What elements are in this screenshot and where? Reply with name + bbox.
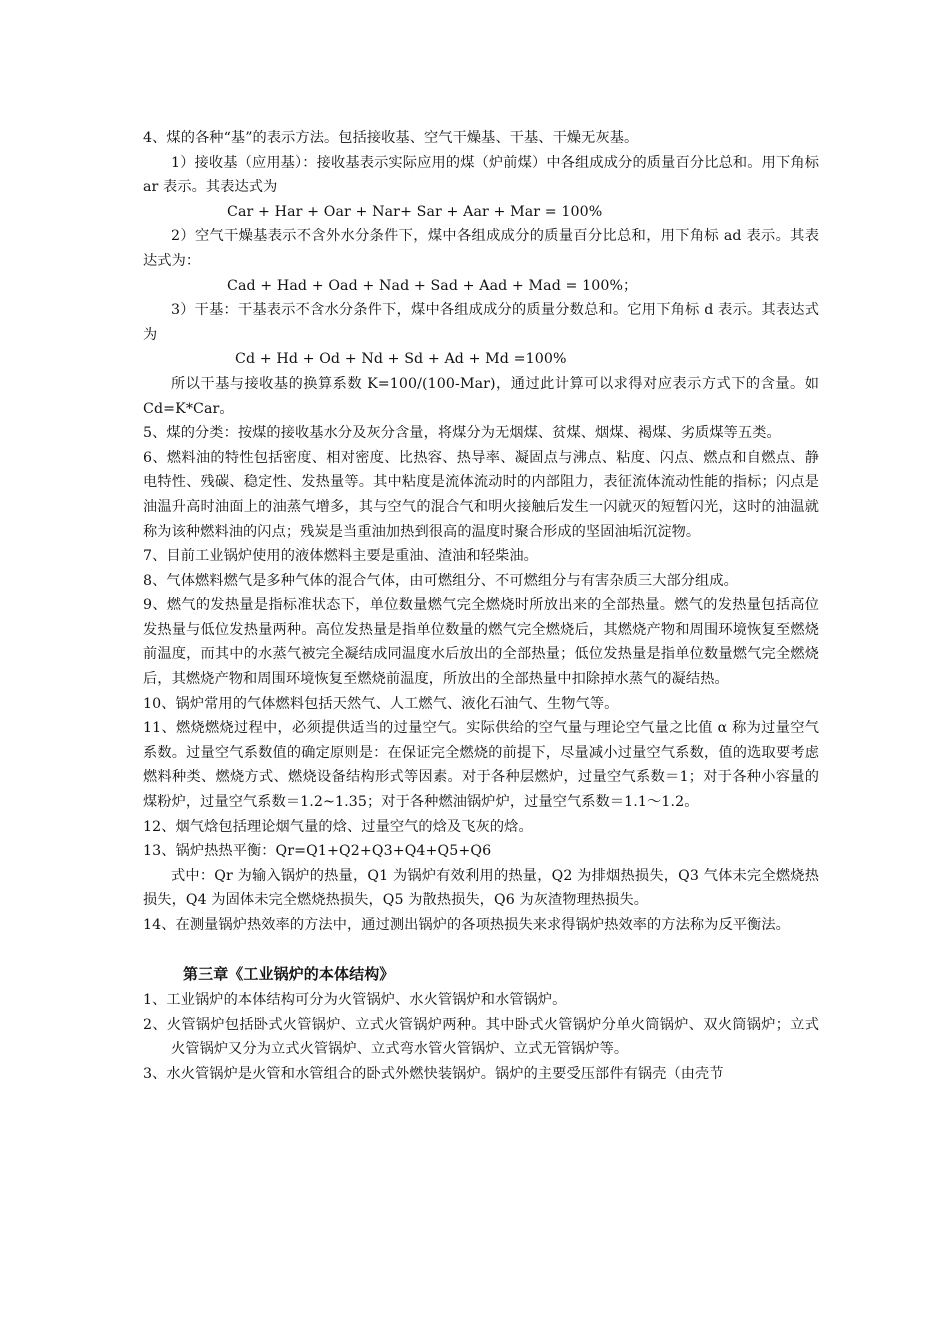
formula-ar: Car + Har + Oar + Nar+ Sar + Aar + Mar = 100% — [227, 203, 603, 220]
paragraph-10: 10、锅炉常用的气体燃料包括天然气、人工燃气、液化石油气、生物气等。 — [143, 695, 619, 712]
paragraph-9: 9、燃气的发热量是指标准状态下，单位数量燃气完全燃烧时所放出来的全部热量。燃气的发热量包括高位发热量与低位发热量两种。高位发热量是指单位数量的燃气完全燃烧后，其燃烧产物和周围环境恢复至燃烧前温度，而其中的水蒸气被完全凝结成同温度水后放出的全部热量；低位发热量是指单位数量燃气完全燃烧后，其燃烧产物和周围环境恢复至燃烧前温度，所放出的全部热量中扣除掉水蒸气的凝结热。 — [143, 597, 819, 688]
paragraph-7: 7、目前工业锅炉使用的液体燃料主要是重油、渣油和轻柴油。 — [143, 548, 538, 565]
paragraph-13-1: 式中：Qr 为输入锅炉的热量，Q1 为锅炉有效利用的热量，Q2 为排烟热损失，Q3 气体未完全燃烧热损失，Q4 为固体未完全燃烧热损失，Q5 为散热损失，Q6 为灰渣物理热损失。 — [143, 867, 819, 909]
paragraph-14: 14、在测量锅炉热效率的方法中，通过测出锅炉的各项热损失来求得锅炉热效率的方法称为反平衡法。 — [143, 917, 790, 933]
formula-ad: Cad + Had + Oad + Nad + Sad + Aad + Mad = 100%； — [227, 277, 638, 294]
chapter-item-1: 1、工业锅炉的本体结构可分为火管锅炉、水火管锅炉和水管锅炉。 — [143, 992, 567, 1009]
paragraph-5: 5、煤的分类：按煤的接收基水分及灰分含量，将煤分为无烟煤、贫煤、烟煤、褐煤、劣质煤等五类。 — [143, 425, 781, 442]
document-body — [143, 126, 819, 1087]
paragraph-4-3: 3）干基：干基表示不含水分条件下，煤中各组成成分的质量分数总和。它用下角标 d 表示。其表达式为 — [143, 302, 819, 343]
chapter-item-3: 3、水火管锅炉是火管和水管组合的卧式外燃快装锅炉。锅炉的主要受压部件有锅壳（由壳节 — [143, 1065, 724, 1082]
paragraph-12: 12、烟气焓包括理论烟气量的焓、过量空气的焓及飞灰的焓。 — [143, 818, 533, 835]
paragraph-11: 11、燃烧燃烧过程中，必须提供适当的过量空气。实际供给的空气量与理论空气量之比值 α 称为过量空气系数。过量空气系数值的确定原则是：在保证完全燃烧的前提下，尽量减小过量空气系数，值的选取要考虑燃料种类、燃烧方式、燃烧设备结构形式等因素。对于各种层燃炉，过量空气系数＝1；对于各种小容量的煤粉炉，过量空气系数＝1.2~1.35；对于各种燃油锅炉炉，过量空气系数＝1.1～1.2。 — [143, 720, 819, 811]
paragraph-8: 8、气体燃料燃气是多种气体的混合气体，由可燃组分、不可燃组分与有害杂质三大部分组成。 — [143, 572, 738, 589]
paragraph-4-2: 2）空气干燥基表示不含外水分条件下，煤中各组成成分的质量百分比总和，用下角标 ad 表示。其表达式为： — [143, 228, 819, 269]
formula-d: Cd + Hd + Od + Nd + Sd + Ad + Md =100% — [235, 351, 567, 368]
paragraph-13: 13、锅炉热热平衡：Qr=Q1+Q2+Q3+Q4+Q5+Q6 — [143, 843, 492, 860]
chapter-item-2: 2、火管锅炉包括卧式火管锅炉、立式火管锅炉两种。其中卧式火管锅炉分单火筒锅炉、双火筒锅炉；立式火管锅炉又分为立式火管锅炉、立式弯水管火管锅炉、立式无管锅炉等。 — [143, 1016, 819, 1058]
paragraph-4-1: 1）接收基（应用基）：接收基表示实际应用的煤（炉前煤）中各组成成分的质量百分比总和。用下角标 ar 表示。其表达式为 — [143, 154, 819, 196]
paragraph-4-4: 所以干基与接收基的换算系数 K=100/(100-Mar)，通过此计算可以求得对应表示方式下的含量。如 Cd=K*Car。 — [143, 375, 819, 417]
paragraph-4: 4、煤的各种“基”的表示方法。包括接收基、空气干燥基、干基、干燥无灰基。 — [143, 130, 639, 146]
chapter-title: 第三章《工业锅炉的本体结构》 — [183, 964, 395, 983]
paragraph-6: 6、燃料油的特性包括密度、相对密度、比热容、热导率、凝固点与沸点、粘度、闪点、燃点和自燃点、静电特性、残碳、稳定性、发热量等。其中粘度是流体流动时的内部阻力，表征流体流动性能的指标；闪点是油温升高时油面上的油蒸气增多，其与空气的混合气和明火接触后发生一闪就灭的短暂闪光，这时的油温就称为该种燃料油的闪点；残炭是当重油加热到很高的温度时聚合形成的坚固油垢沉淀物。 — [143, 449, 819, 540]
